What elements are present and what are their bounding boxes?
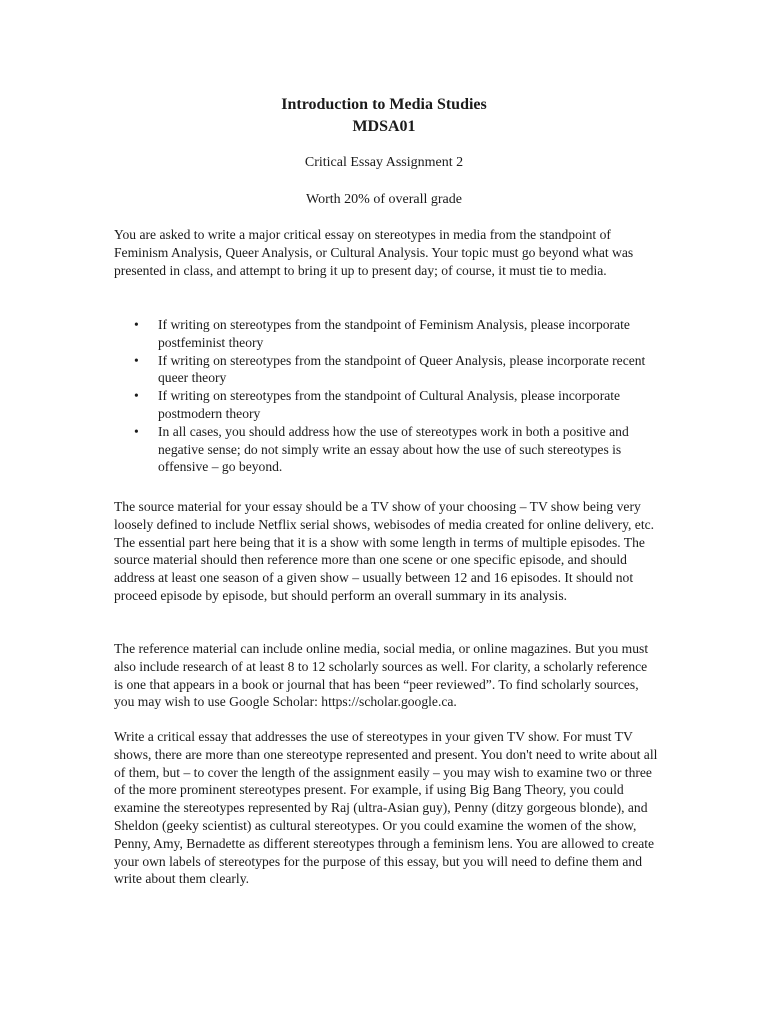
source-material-paragraph: The source material for your essay should be a TV show of your choosing – TV show being very loosely defined to include Netflix serial shows, webisodes of media created for online delivery, etc. The essential part here being that it is a show with some length in terms of multiple episodes. The source material should then reference more than one scene or one specific episode, and should address at least one season of a given show – usually between 12 and 16 episodes. It should not proceed episode by episode, but should perform an overall summary in its analysis. (114, 499, 655, 603)
course-code: MDSA01 (352, 118, 416, 135)
bullet-icon: • (134, 352, 139, 368)
bullet-icon: • (134, 317, 139, 332)
list-item (114, 423, 659, 476)
reference-material-paragraph: The reference material can include online media, social media, or online magazines. But you must also include research of at least 8 to 12 scholarly sources as well. For clarity, a scholarly reference is one that appears in a book or journal that has been “peer reviewed”. To find scholarly sources, you may wish to use Google Scholar: https://scholar.google.ca. (114, 641, 649, 710)
essay-instructions-paragraph: Write a critical essay that addresses the use of stereotypes in your given TV show. For must TV shows, there are more than one stereotype represented and present. You don't need to write about all of them, but – to cover the length of the assignment easily – you may wish to examine two or three of the more prominent stereotypes present. For example, if using Big Bang Theory, you could examine the stereotypes represented by Raj (ultra-Asian guy), Penny (ditzy gorgeous blonde), and Sheldon (geeky scientist) as cultural stereotypes. Or you could examine the women of the show, Penny, Amy, Bernadette as different stereotypes through a feminism lens. You are allowed to create your own labels of stereotypes for the purpose of this essay, but you will need to define them and write about them clearly. (114, 729, 658, 887)
list-item-text: If writing on stereotypes from the standpoint of Cultural Analysis, please incorporate postmodern theory (158, 388, 621, 421)
list-item (114, 316, 659, 352)
list-item-text: In all cases, you should address how the use of stereotypes work in both a positive and negative sense; do not simply write an essay about how the use of such stereotypes is offensive – go beyond. (158, 423, 629, 475)
list-item-text: If writing on stereotypes from the standpoint of Queer Analysis, please incorporate recent queer theory (158, 352, 646, 386)
requirements-list (114, 316, 659, 476)
assignment-subtitle: Critical Essay Assignment 2 (304, 155, 464, 170)
document-title: Introduction to Media Studies (281, 96, 487, 113)
list-item (114, 352, 659, 388)
bullet-icon: • (134, 388, 139, 404)
grade-weight: Worth 20% of overall grade (306, 192, 462, 207)
bullet-icon: • (134, 423, 139, 439)
list-item-text: If writing on stereotypes from the standpoint of Feminism Analysis, please incorporate postfeminist theory (158, 317, 630, 350)
intro-paragraph: You are asked to write a major critical essay on stereotypes in media from the standpoint of Feminism Analysis, Queer Analysis, or Cultural Analysis. Your topic must go beyond what was presented in class, and attempt to bring it up to present day; of course, it must tie to media. (114, 227, 634, 278)
list-item (114, 387, 659, 423)
